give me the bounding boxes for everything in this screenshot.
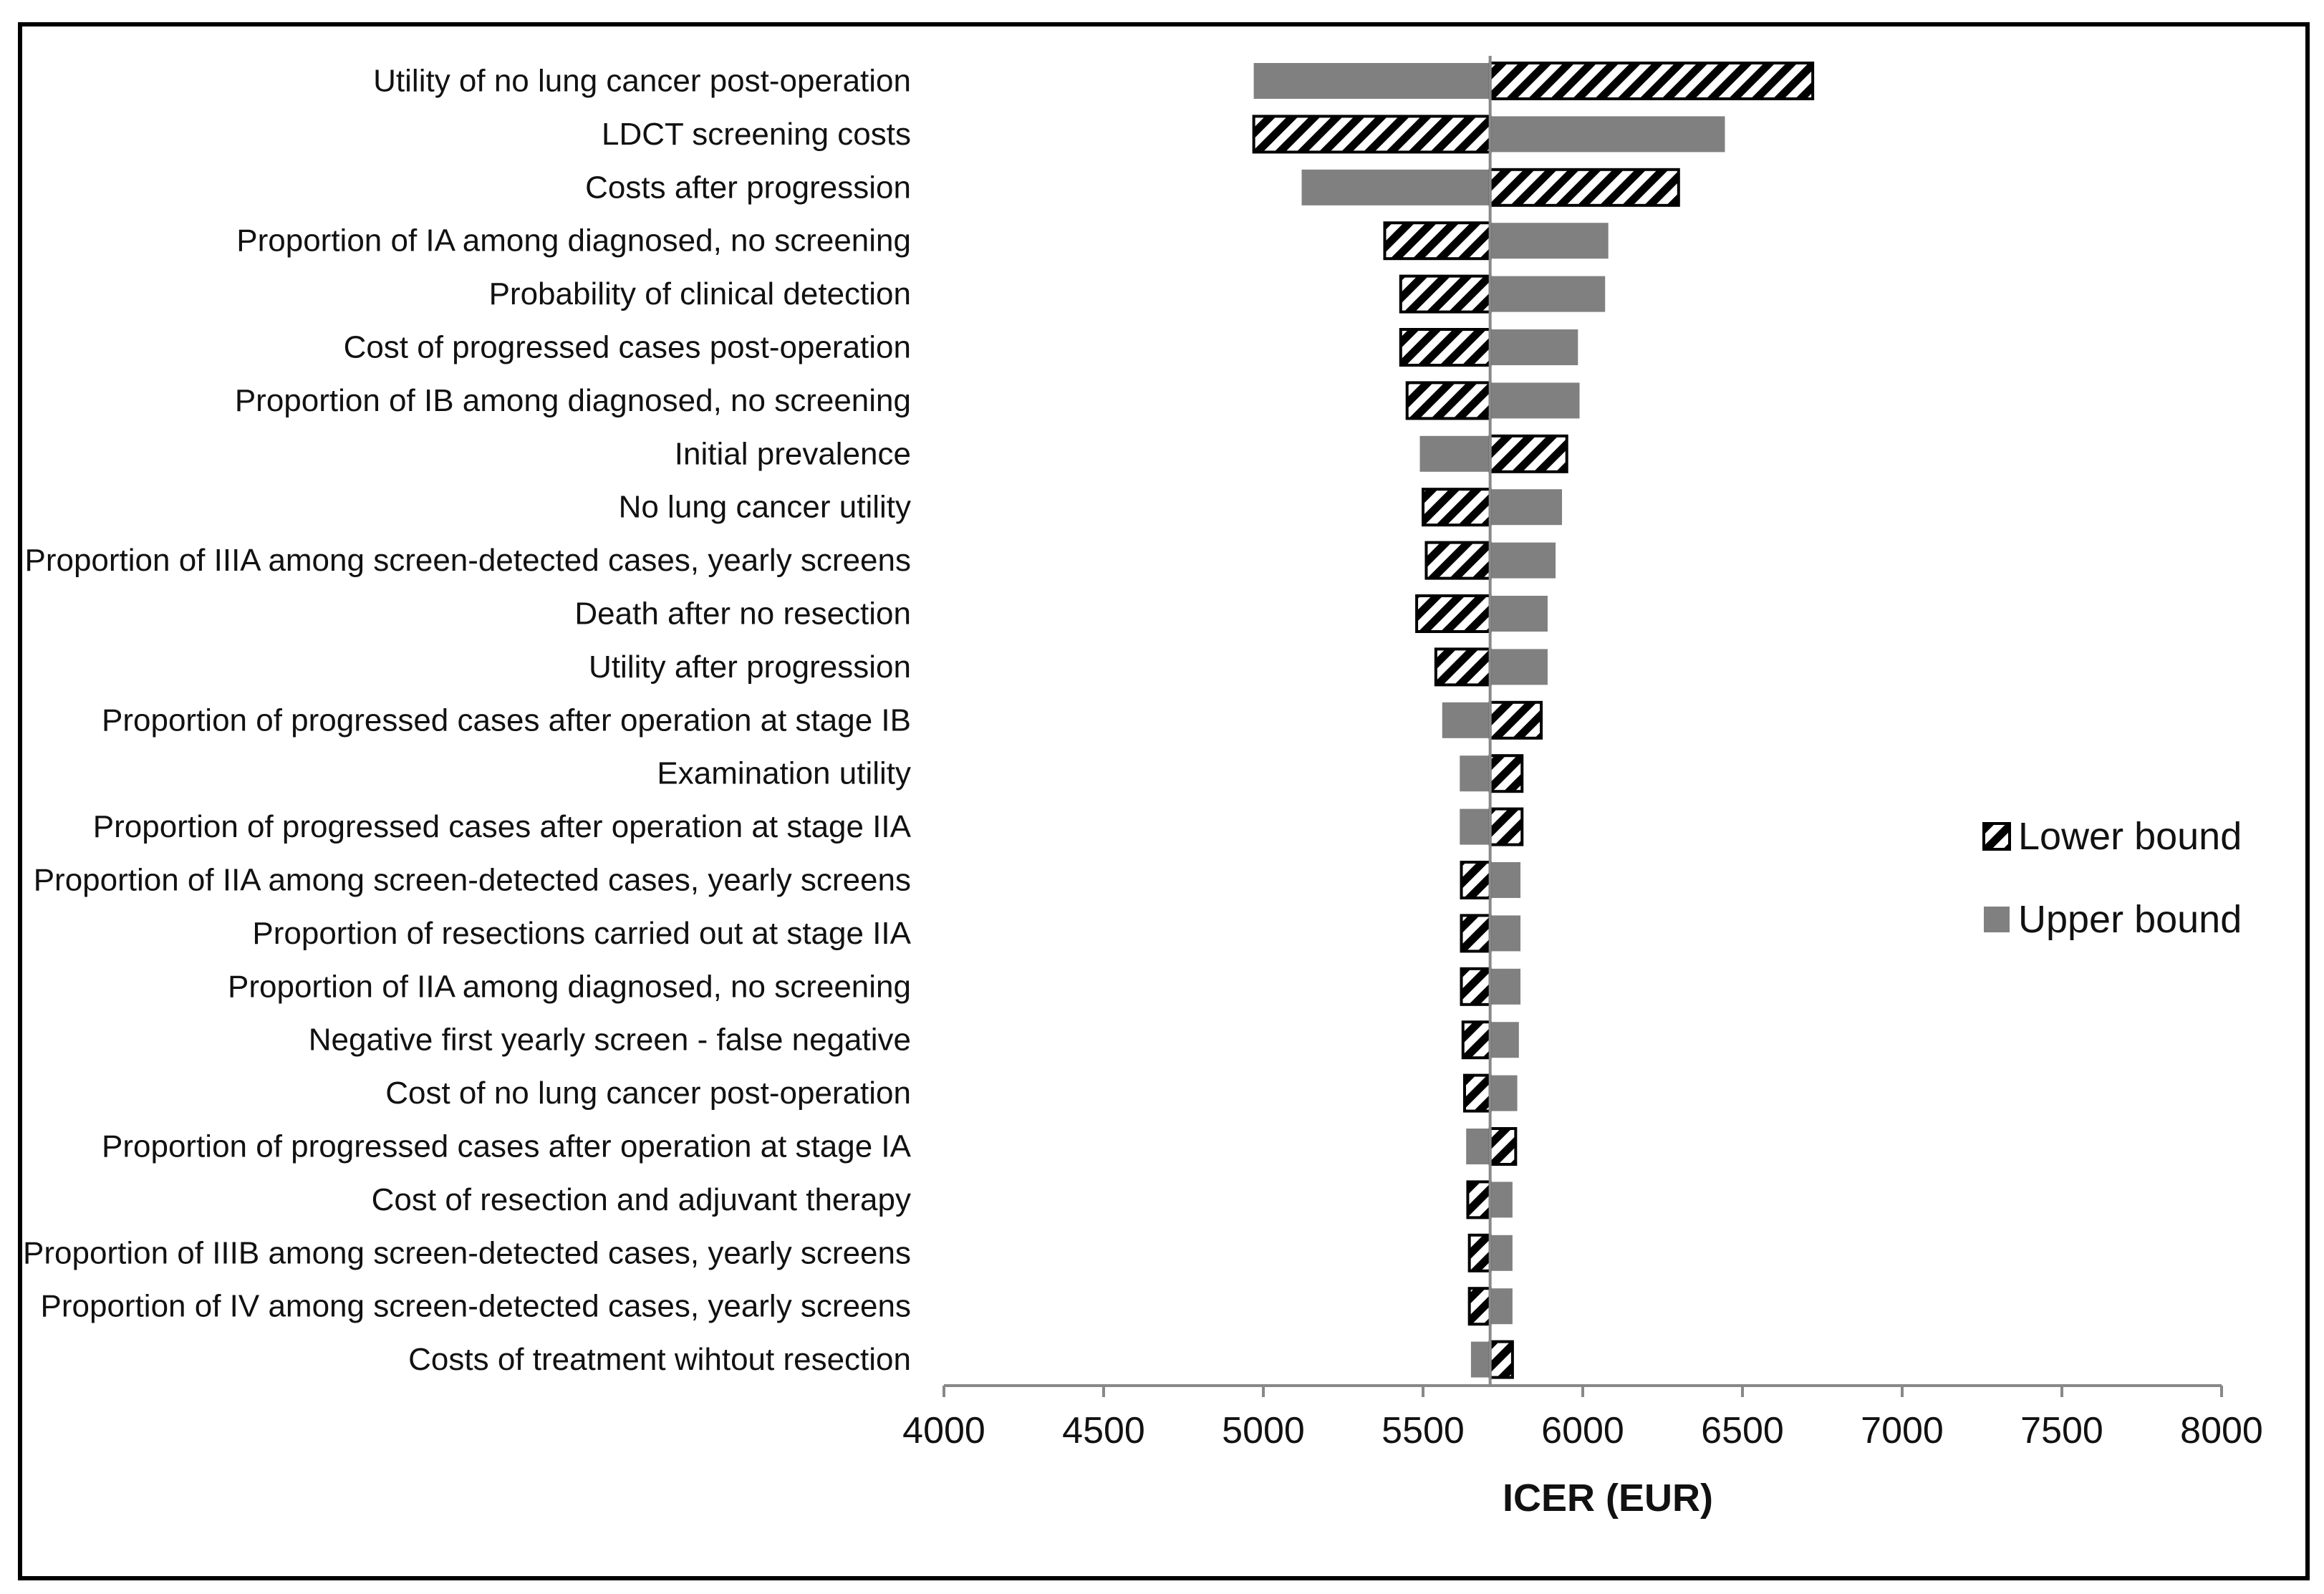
bar-upper-bound [1490,543,1556,579]
bar-lower-bound [1401,329,1490,365]
category-label: Cost of no lung cancer post-operation [385,1076,911,1111]
bar-lower-bound [1467,1182,1490,1217]
category-label: Cost of progressed cases post-operation [343,329,911,365]
bar-upper-bound [1490,969,1520,1005]
category-label: Examination utility [657,755,911,791]
category-label: Proportion of IIA among diagnosed, no screening [228,969,911,1005]
bar-upper-bound [1302,170,1490,206]
bar-upper-bound [1490,596,1548,632]
x-tick-label: 6000 [1541,1410,1624,1451]
bar-lower-bound [1462,915,1490,951]
x-axis-title: ICER (EUR) [1503,1477,1713,1520]
x-tick-label: 6500 [1701,1410,1784,1451]
legend-swatch-lower-bound [1984,823,2010,849]
bar-upper-bound [1442,702,1490,738]
bar-lower-bound [1490,755,1523,791]
legend-swatch-upper-bound [1984,907,2010,932]
category-label: Cost of resection and adjuvant therapy [371,1182,911,1217]
bar-upper-bound [1420,436,1490,472]
bar-upper-bound [1460,755,1490,791]
category-label: Proportion of IB among diagnosed, no screening [234,382,911,418]
bar-lower-bound [1463,1022,1490,1058]
category-label: Probability of clinical detection [488,276,911,312]
bar-upper-bound [1490,649,1548,685]
bar-lower-bound [1426,543,1490,579]
x-tick-label: 5000 [1222,1410,1305,1451]
bar-lower-bound [1490,63,1813,99]
bar-upper-bound [1254,63,1490,99]
bar-lower-bound [1470,1288,1490,1324]
category-label: Initial prevalence [674,436,911,472]
category-label: Utility of no lung cancer post-operation [373,63,911,99]
bar-upper-bound [1490,1022,1519,1058]
legend-label-upper-bound: Upper bound [2018,898,2242,941]
category-label: Utility after progression [589,649,911,685]
bar-lower-bound [1490,1342,1513,1378]
bar-upper-bound [1460,809,1490,845]
x-tick-label: 8000 [2180,1410,2263,1451]
bar-lower-bound [1490,809,1523,845]
bar-lower-bound [1490,1129,1516,1164]
bar-lower-bound [1490,702,1541,738]
x-tick-label: 7500 [2020,1410,2103,1451]
bar-lower-bound [1436,649,1490,685]
bar-lower-bound [1462,862,1490,898]
bar-upper-bound [1471,1342,1490,1378]
category-label: Death after no resection [574,596,911,632]
bar-upper-bound [1490,862,1520,898]
bar-upper-bound [1490,329,1578,365]
x-tick-label: 4000 [902,1410,985,1451]
x-tick-label: 4500 [1062,1410,1145,1451]
bar-upper-bound [1490,1288,1513,1324]
bar-upper-bound [1490,489,1562,525]
bar-upper-bound [1490,382,1580,418]
bar-lower-bound [1490,170,1679,206]
bar-upper-bound [1490,1235,1513,1271]
category-label: Proportion of IA among diagnosed, no screening [236,223,911,259]
category-label: Proportion of IIA among screen-detected cases, yearly screens [33,862,911,898]
bar-lower-bound [1462,969,1490,1005]
category-label: Proportion of progressed cases after operation at stage IB [102,702,911,738]
bar-upper-bound [1490,915,1520,951]
category-label: Proportion of IV among screen-detected cases, yearly screens [40,1288,911,1324]
bar-upper-bound [1490,1076,1518,1111]
category-label: Negative first yearly screen - false negative [308,1022,911,1058]
bar-upper-bound [1490,116,1725,152]
bar-lower-bound [1254,116,1490,152]
legend-label-lower-bound: Lower bound [2018,815,2242,858]
category-label: No lung cancer utility [618,489,911,525]
category-label: LDCT screening costs [601,116,911,152]
category-label: Costs after progression [585,170,911,206]
bar-lower-bound [1470,1235,1490,1271]
category-label: Proportion of resections carried out at stage IIA [252,915,911,951]
bar-lower-bound [1490,436,1567,472]
category-label: Proportion of progressed cases after operation at stage IIA [92,809,911,845]
bar-lower-bound [1423,489,1490,525]
category-label: Costs of treatment wihtout resection [408,1342,911,1378]
bar-lower-bound [1384,223,1490,259]
category-label: Proportion of progressed cases after operation at stage IA [102,1129,911,1164]
category-label: Proportion of IIIB among screen-detected cases, yearly screens [23,1235,911,1271]
x-tick-label: 5500 [1382,1410,1465,1451]
bar-upper-bound [1466,1129,1490,1164]
bar-lower-bound [1401,276,1490,312]
bar-upper-bound [1490,223,1609,259]
bar-lower-bound [1407,382,1490,418]
bar-lower-bound [1417,596,1490,632]
bar-upper-bound [1490,1182,1513,1217]
bar-upper-bound [1490,276,1606,312]
category-label: Proportion of IIIA among screen-detected cases, yearly screens [24,543,911,579]
x-tick-label: 7000 [1861,1410,1944,1451]
bar-lower-bound [1465,1076,1490,1111]
